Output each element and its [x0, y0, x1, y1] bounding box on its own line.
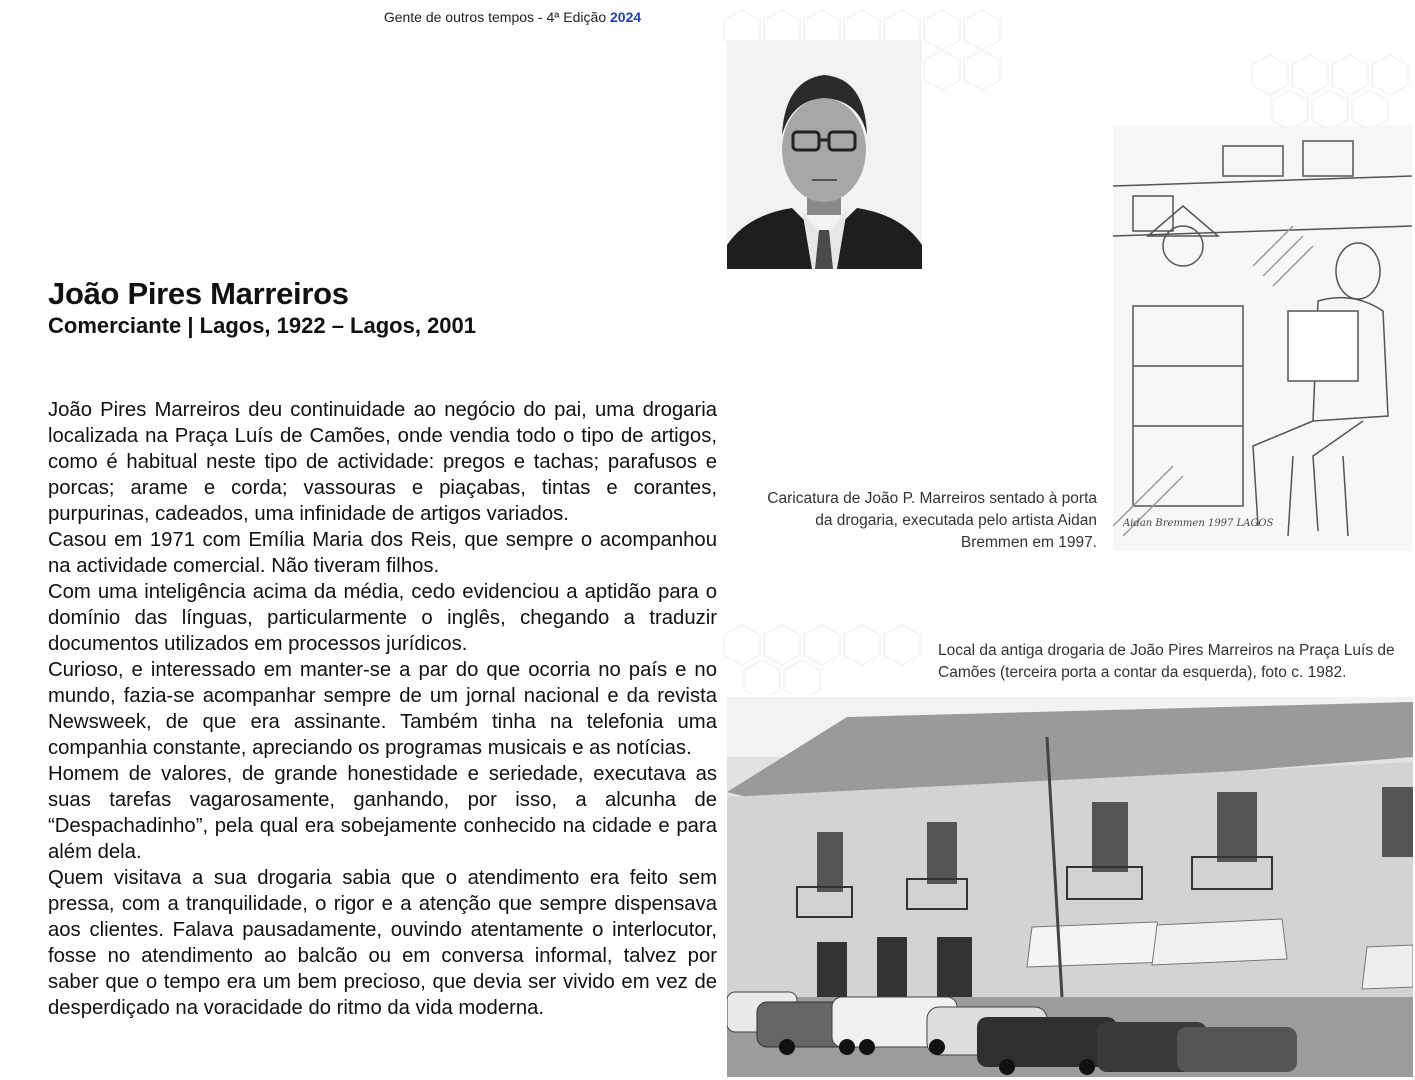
bio-paragraph: Homem de valores, de grande honestidade e seriedade, executava as suas tarefas vagarosamente, ganhando, por isso, a alcunha de “Despachadinho”, pela qual era sobejamente conhecido na cidade e para além dela.	[48, 763, 717, 863]
portrait-photo-icon	[727, 40, 922, 269]
hex-pattern-middle	[722, 615, 942, 695]
street-photo	[727, 697, 1413, 1077]
header-text: Gente de outros tempos - 4ª Edição	[383, 9, 607, 25]
bio-paragraph: João Pires Marreiros deu continuidade ao negócio do pai, uma drogaria localizada na Praça Luís de Camões, onde vendia todo o tipo de artigos, como é habitual neste tipo de actividade: pregos e tachas; parafusos e porcas; arame e corda; vassouras e piaçabas, tintas e corantes, purpurinas, cadeados, uma infinidade de artigos variados.	[48, 399, 717, 525]
header-year: 2024	[610, 9, 642, 25]
street-caption: Local da antiga drogaria de João Pires Marreiros na Praça Luís de Camões (terceira porta a contar da esquerda), foto c. 1982.	[938, 642, 1395, 681]
person-name: João Pires Marreiros	[48, 276, 349, 311]
caricature-caption: Caricatura de João P. Marreiros sentado à porta da drogaria, executada pelo artista Aidan Bremmen em 1997.	[767, 490, 1097, 551]
hex-pattern-right	[1250, 45, 1415, 130]
bio-paragraph: Quem visitava a sua drogaria sabia que o atendimento era feito sem pressa, com a tranquilidade, o rigor e a atenção que sempre dispensava aos clientes. Falava pausadamente, ouvindo atentamente o interlocutor, fosse no atendimento ao balcão ou em conversa informal, talvez por saber que o tempo era um bem precioso, que devia ser vivido em vez de desperdiçado na voracidade do ritmo da vida moderna.	[48, 867, 717, 1019]
person-subtitle: Comerciante | Lagos, 1922 – Lagos, 2001	[48, 313, 477, 338]
street-photo-icon	[727, 697, 1413, 1077]
biography-text	[48, 397, 717, 1021]
bio-paragraph: Curioso, e interessado em manter-se a par do que ocorria no país e no mundo, fazia-se acompanhar sempre de um jornal nacional e da revista Newsweek, de que era assinante. Também tinha na telefonia uma companhia constante, apreciando os programas musicais e as notícias.	[48, 659, 717, 759]
sketch-drawing-icon	[1113, 126, 1412, 551]
signature-text: Aidan Bremmen 1997 LAGOS	[1123, 518, 1274, 529]
bio-paragraph: Casou em 1971 com Emília Maria dos Reis, que sempre o acompanhou na actividade comercial. Não tiveram filhos.	[48, 529, 717, 577]
caricature-image	[1113, 126, 1412, 551]
bio-paragraph: Com uma inteligência acima da média, cedo evidenciou a aptidão para o domínio das línguas, particularmente o inglês, chegando a traduzir documentos utilizados em processos jurídicos.	[48, 581, 717, 655]
portrait-photo	[727, 40, 922, 269]
